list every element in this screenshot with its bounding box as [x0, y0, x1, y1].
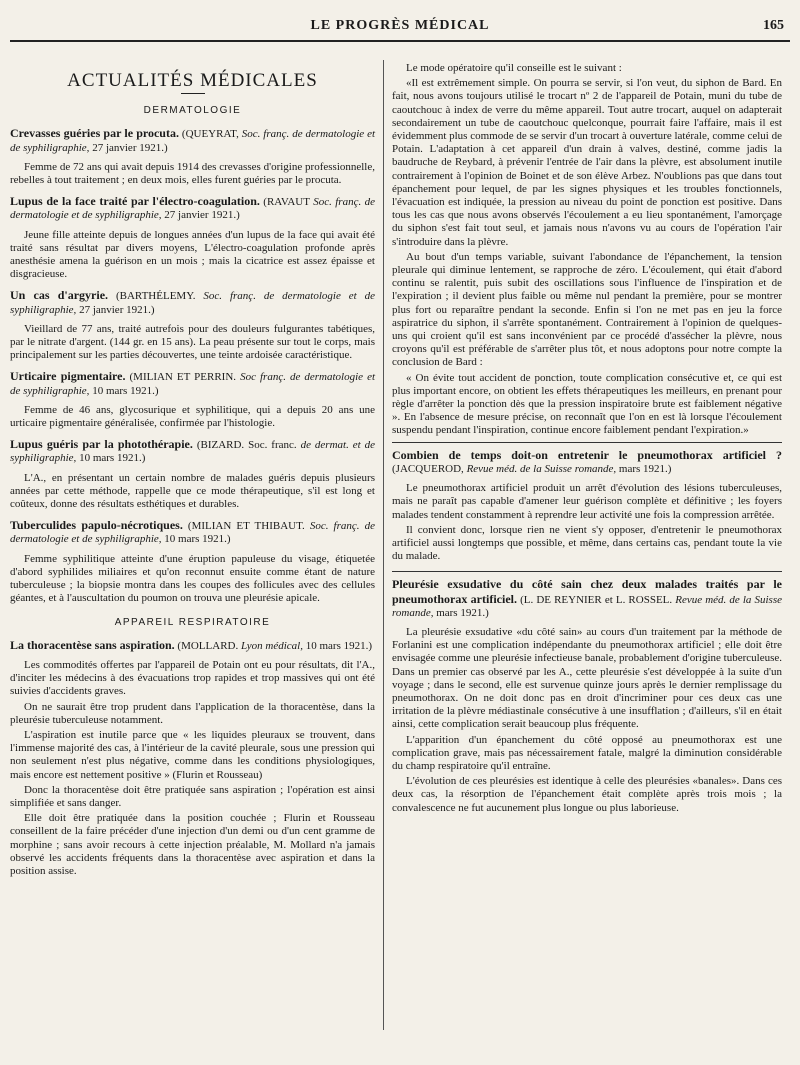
article-title: Crevasses guéries par le procuta. — [10, 126, 179, 141]
article-journal: Revue méd. de la Suisse romande, — [466, 462, 617, 475]
article-heading — [392, 449, 782, 476]
paragraph: Jeune fille atteinte depuis de longues années d'un lupus de la face qui avait été traité sans résultat par divers moyens, L'électro-coagulation profonde après anesthésie amena la guérison en un mois ; mais la cicatrice est assez épaisse et disgracieuse. — [10, 228, 375, 281]
article-authors: (BIZARD. Soc. franc. — [196, 439, 297, 452]
article-journal: Lyon médical, — [240, 639, 303, 652]
paragraph: Femme syphilitique atteinte d'une éruption papuleuse du visage, étiquetée d'abord syphilides miliaires et qu'on reconnut ensuite comme étant de nature tuberculeuse ; la biopsie montra dans les coupes des follicules avec des cellules géantes, et à l'auscultation du poumon on trouva une pleurésie apicale. — [10, 552, 375, 605]
paragraph: L'aspiration est inutile parce que « les liquides pleuraux se trouvent, dans l'immense majorité des cas, à l'intérieur de la cavité pleurale, sous une pression qui non seulement n'est plus négative, comme dans les conditions physiologiques, mais encore est nettement positive » (Flurin et Rousseau) — [10, 728, 375, 781]
subsection-respiratoire: APPAREIL RESPIRATOIRE — [114, 616, 271, 628]
article-journal: Soc. franç. de dermatologie et de syphiligraphie, — [10, 128, 376, 154]
article-heading — [10, 127, 375, 154]
right-column — [392, 62, 782, 823]
article — [10, 438, 375, 511]
article — [10, 370, 375, 430]
article-journal: Soc franç. de dermatologie et de syphiligraphie, — [10, 371, 376, 397]
article-date: 27 janvier 1921.) — [79, 303, 155, 316]
article-date: 27 janvier 1921.) — [92, 141, 168, 154]
article-heading — [10, 438, 375, 465]
paragraph: On ne saurait être trop prudent dans l'application de la thoracentèse, dans la pleurésie tuberculeuse notamment. — [10, 700, 375, 726]
paragraph: Les commodités offertes par l'appareil de Potain ont eu pour résultats, dit l'A., d'inciter les médecins à des évacuations trop rapides et trop massives qui ont été suivies d'accidents graves. — [10, 658, 375, 698]
column-divider — [383, 60, 384, 1030]
article — [10, 127, 375, 187]
article-title: Pleurésie exsudative du côté sain chez deux malades traités par le pneumothorax artificiel. — [392, 577, 782, 606]
paragraph: Vieillard de 77 ans, traité autrefois pour des douleurs fulgurantes tabétiques, par le nitrate d'argent. (144 gr. en 15 ans). La peau présente sur tout le corps, mais principalement sur les parties découvertes, une teinte ardoisée caractéristique. — [10, 322, 375, 362]
journal-title: LE PROGRÈS MÉDICAL — [310, 18, 490, 33]
article-pleuresie-exsudative — [392, 578, 782, 814]
paragraph: Le pneumothorax artificiel produit un arrêt d'évolution des lésions tuberculeuses, mais ne paraît pas capable d'amener leur guérison complète et définitive ; les foyers malades tendent constamment à reprendre leur activité une fois la compression arrêtée. — [392, 482, 782, 521]
article-title: Lupus de la face traité par l'électro-coagulation. — [10, 194, 260, 209]
article-heading — [10, 519, 375, 546]
paragraph: Femme de 72 ans qui avait depuis 1914 des crevasses d'origine professionnelle, rebelles à tout traitement ; en deux mois, elles furent guéries par le procuta. — [10, 160, 375, 187]
article-date: 10 mars 1921.) — [305, 639, 373, 652]
article — [10, 195, 375, 281]
left-column — [10, 58, 375, 886]
article-pneumothorax-duree — [392, 449, 782, 564]
subsection-dermatologie: DERMATOLOGIE — [143, 105, 242, 117]
paragraph: La pleurésie exsudative «du côté sain» au cours d'un traitement par la méthode de Forlanini est une complication indépendante du pneumothorax artificiel ; elle doit être envisagée comme une pleurésie infectieuse banale, probablement d'origine tuberculeuse. Dans un premier cas observé par les A., cette pleurésie s'est développée à la suite d'un voyage ; dans le second, elle est survenue quinze jours après le dernier remplissage du pneumothorax. On ne doit donc pas en droit d'incriminer pour ces deux cas une irritation de la plèvre médiastinale consécutive à une insufflation ; d'ailleurs, s'il en était ainsi, cette complication serait beaucoup plus fréquente. — [392, 625, 782, 731]
article-date: 10 mars 1921.) — [92, 384, 159, 397]
article-authors: (BARTHÉLEMY. — [115, 290, 196, 303]
paragraph: L'A., en présentant un certain nombre de malades guéris depuis plusieurs années par cette méthode, rappelle que ce mode thérapeutique, s'il est long et coûteux, donne des résultats esthétiques et durables. — [10, 471, 375, 511]
paragraph: L'évolution de ces pleurésies est identique à celle des pleurésies «banales». Dans ces deux cas, la résorption de l'épanchement était complète après trois mois ; la convalescence ne fut aucunement plus longue ou plus laborieuse. — [392, 775, 782, 814]
article-authors: (JACQUEROD, — [392, 462, 464, 475]
article-separator — [392, 442, 782, 443]
running-header — [10, 14, 790, 42]
article-heading — [10, 195, 375, 222]
article-authors: (RAVAUT — [263, 196, 310, 209]
section-title: ACTUALITÉS MÉDICALES — [67, 70, 318, 91]
paragraph: Donc la thoracentèse doit être pratiquée sans aspiration ; l'opération est ainsi simplifiée et sans danger. — [10, 783, 375, 809]
article-authors: (MILIAN ET PERRIN. — [129, 371, 237, 384]
article-authors: (MILIAN ET THIBAUT. — [187, 520, 305, 533]
paragraph: L'apparition d'un épanchement du côté opposé au pneumothorax est une complication grave, mais pas nécessairement fatale, malgré la diminution considérable du champ respiratoire qu'il entraîne. — [392, 733, 782, 772]
article-separator — [392, 571, 782, 572]
article-date: 10 mars 1921.) — [164, 533, 231, 546]
article-title: Combien de temps doit-on entretenir le pneumothorax artificiel ? — [392, 447, 782, 462]
paragraph: Femme de 46 ans, glycosurique et syphilitique, qui a depuis 20 ans une urticaire pigmentaire généralisée, confirmée par l'histologie. — [10, 403, 375, 430]
article — [10, 519, 375, 605]
page-number: 165 — [763, 18, 784, 33]
article-journal: Soc. franç. de dermatologie et de syphiligraphie, — [10, 290, 376, 316]
article-authors: (QUEYRAT, — [181, 128, 239, 141]
article-title: Urticaire pigmentaire. — [10, 369, 126, 384]
article-heading — [10, 639, 375, 653]
article-title: Un cas d'argyrie. — [10, 288, 109, 303]
article-authors: (MOLLARD. — [177, 639, 239, 652]
article-journal: Soc. franç. de dermatologie et de syphiligraphie, — [10, 520, 375, 546]
intro-paragraph: Le mode opératoire qu'il conseille est le suivant : — [406, 62, 622, 74]
paragraph: Il convient donc, lorsque rien ne vient s'y opposer, d'entretenir le pneumothorax artificiel aussi longtemps que possible, et même, dans certains cas, pendant toute la vie du malade. — [392, 523, 782, 563]
title-rule — [181, 93, 205, 94]
article-title: Lupus guéris par la photothérapie. — [10, 437, 193, 452]
article-thoracentese — [10, 639, 375, 878]
article-date: mars 1921.) — [436, 606, 489, 619]
article-journal: Revue méd. de la Suisse romande, — [392, 593, 782, 619]
article-date: 10 mars 1921.) — [79, 452, 146, 465]
paragraph: «Il est extrêmement simple. On pourra se servir, si l'on veut, du siphon de Bard. En fait, nous avons toujours utilisé le trocart nº 2 de l'appareil de Potain, muni du tube de caoutchouc à index de verre du même appareil. Tout autre trocart, auquel on adapterait secondairement un tube de caoutchouc quelconque, pourrait faire l'affaire, mais il est évidemment plus commode de se servir d'un trocart à ouverture latérale, comme celui de Potain. L'adaptation à cet appareil d'un drain à valves, destiné, comme jadis la baudruche de Reybard, à prévenir l'entrée de l'air dans la plèvre, est absolument inutile contrairement à l'opinion de Boinet et de son élève Arbez. N'oublions pas que dans tout épanchement pour lequel, de par les signes physiques et les troubles fonctionnels, l'évacuation est indiquée, la pression au niveau du point de ponction est positive. Dans tous les cas que nous avons observés l'écoulement a eu lieu spontanément, l'amorçage du siphon s'est fait tout seul, et jamais nous n'avons vu au cours de l'opération l'air s'introduire dans la plèvre. — [392, 77, 782, 248]
article-date: mars 1921.) — [618, 462, 672, 475]
dermatologie-articles — [10, 127, 375, 605]
article — [10, 289, 375, 362]
article-heading — [10, 370, 375, 397]
article-authors: (L. DE REYNIER et L. ROSSEL. — [520, 593, 673, 606]
article-heading — [392, 578, 782, 620]
paragraph: Elle doit être pratiquée dans la position couchée ; Flurin et Rousseau conseillent de la faire précéder d'une injection d'un demi ou d'un cent gramme de morphine ; sans avoir recours à cette injection préalable, M. Mollard n'a jamais observé les accidents fréquents dans la thoracentèse avec aspiration et dans la position assise. — [10, 812, 375, 877]
article-journal: de dermat. et de syphiligraphie, — [10, 439, 376, 465]
article-title: La thoracentèse sans aspiration. — [10, 637, 175, 652]
article-journal: Soc. franç. de dermatologie et de syphiligraphie, — [10, 196, 376, 222]
article-title: Tuberculides papulo-nécrotiques. — [10, 518, 183, 533]
article-date: 27 janvier 1921.) — [164, 209, 240, 222]
article-heading — [10, 289, 375, 316]
paragraph: Au bout d'un temps variable, suivant l'abondance de l'épanchement, la tension pleurale qui diminue lentement, se rapproche de zéro. L'écoulement, qui était d'abord continu se ralentit, puis subit des oscillations sous l'influence de l'inspiration et de l'expiration ; il devient plus faible ou même nul pendant la première, pour se montrer plus fort ou reparaître pendant la seconde. Enfin si l'on ne met pas en jeu la force aspiratrice du siphon, il s'arrête spontanément. Contrairement à l'opinion de quelques-uns qui croient qu'il est sans inconvénient par ce procédé d'assécher la plèvre, nous croyons qu'il est préférable de s'arrêter plus tôt, et nous adoptons pour notre compte la conclusion de Bard : — [392, 250, 782, 369]
paragraph: « On évite tout accident de ponction, toute complication consécutive et, ce qui est plus important encore, on obtient les effets thérapeutiques les meilleurs, en prenant pour règle d'arrêter la ponction dès que la pression inspiratoire brute est faiblement négative ». En l'absence de mesure précise, on reconnaît que l'on en est là lorsque l'écoulement suspendu pendant l'inspiration, continue encore faiblement pendant l'expiration.» — [392, 371, 782, 437]
